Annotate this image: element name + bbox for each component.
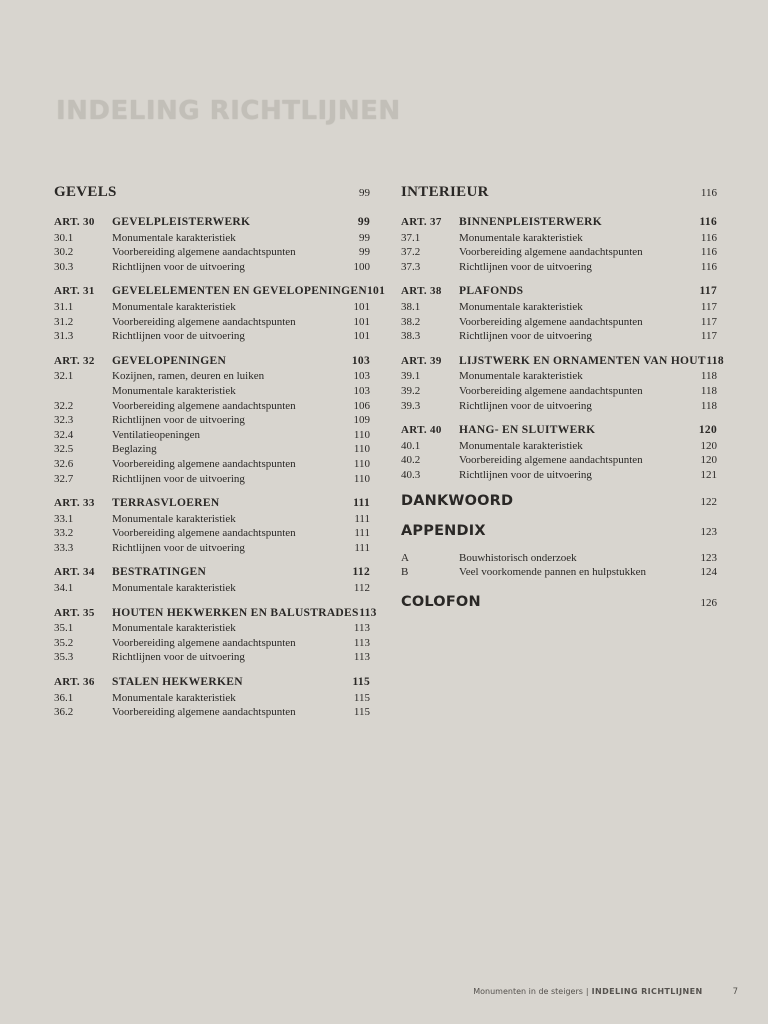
item-page: 121 [700,468,717,481]
item-page: 109 [353,414,370,427]
article-title: HOUTEN HEKWERKEN EN BALUSTRADES [112,606,359,619]
item-title: Voorbereiding algemene aandachtspunten [112,399,296,412]
article-title: TERRASVLOEREN [112,497,220,510]
heading-page: 122 [700,495,717,508]
toc-item-row [54,329,370,344]
item-page: 99 [359,246,370,259]
item-title: Richtlijnen voor de uitvoering [459,468,592,481]
toc-item-row [54,457,370,472]
toc-item-row [54,399,370,414]
toc-item-row [54,384,370,399]
footer-page-number: 7 [732,987,738,997]
toc-article-row [401,423,717,438]
toc-item-row [54,705,370,720]
item-page: 124 [700,566,717,579]
item-number: 32.7 [54,472,74,485]
toc-section [54,284,386,343]
heading-label: GEVELS [54,184,117,200]
item-title: Monumentale karakteristiek [459,231,583,244]
item-page: 101 [353,330,370,343]
toc-item-row [54,472,370,487]
item-title: Monumentale karakteristiek [459,300,583,313]
toc-item-row [54,369,370,384]
item-page: 99 [359,231,370,244]
item-number: A [401,551,409,564]
item-title: Monumentale karakteristiek [112,582,236,595]
item-title: Richtlijnen voor de uitvoering [112,260,245,273]
item-page: 116 [700,246,717,259]
toc-item-row [401,468,717,483]
item-number: 32.2 [54,399,74,412]
item-number: 36.1 [54,691,74,704]
item-number: 32.4 [54,428,74,441]
item-page: 106 [353,399,370,412]
article-page: 99 [357,216,370,228]
heading-page: 99 [359,187,370,199]
toc-item-row [54,245,370,260]
page-title: INDELING RICHTLIJNEN [56,96,401,126]
item-number: 31.1 [54,300,74,313]
article-number: ART. 30 [54,216,95,228]
item-number: 38.3 [401,330,421,343]
item-number: 37.1 [401,231,421,244]
toc-article-row [54,354,370,369]
item-page: 115 [353,706,370,719]
appendix-list [401,551,717,580]
article-title: GEVELPLEISTERWERK [112,216,251,228]
toc-heading-appendix [401,523,717,539]
toc-article-row [401,354,724,369]
toc-item-row [54,442,370,457]
article-number: ART. 40 [401,424,442,437]
item-title: Bouwhistorisch onderzoek [459,551,577,564]
toc-section [54,215,370,274]
item-page: 113 [353,622,370,635]
item-title: Voorbereiding algemene aandachtspunten [112,246,296,259]
item-page: 110 [353,472,370,485]
item-title: Voorbereiding algemene aandachtspunten [459,246,643,259]
toc-item-row [401,369,717,384]
item-number: 40.2 [401,454,421,467]
item-number: 36.2 [54,706,74,719]
item-title: Voorbereiding algemene aandachtspunten [459,384,643,397]
item-number: 38.1 [401,300,421,313]
toc-item-row [54,526,370,541]
article-page: 116 [699,216,717,228]
item-title: Ventilatieopeningen [112,428,200,441]
article-number: ART. 36 [54,676,95,689]
toc-item-row [54,636,370,651]
item-title: Voorbereiding algemene aandachtspunten [459,454,643,467]
heading-label: COLOFON [401,593,481,610]
article-page: 120 [698,424,717,437]
item-title: Richtlijnen voor de uitvoering [459,330,592,343]
item-page: 116 [700,231,717,244]
article-page: 118 [706,354,724,367]
article-title: GEVELELEMENTEN EN GEVELOPENINGEN [112,285,367,298]
heading-page: 123 [700,525,717,538]
item-number: 35.2 [54,636,74,649]
toc-item-row [401,384,717,399]
toc-section [401,354,724,413]
toc-item-row [401,260,717,275]
item-page: 101 [353,315,370,328]
item-number: 31.3 [54,330,74,343]
item-title: Richtlijnen voor de uitvoering [112,414,245,427]
toc-sections-left [54,215,386,720]
article-number: ART. 33 [54,497,95,510]
toc-item-row [54,231,370,246]
toc-item-row [54,581,370,596]
article-page: 101 [366,285,386,298]
toc-item-row [54,512,370,527]
toc-column-right [401,184,724,624]
item-page: 118 [700,399,717,412]
toc-item-row [54,541,370,556]
article-title: BESTRATINGEN [112,566,207,579]
item-title: Richtlijnen voor de uitvoering [112,330,245,343]
item-page: 101 [353,300,370,313]
article-page: 103 [351,354,370,367]
item-number: 37.3 [401,260,421,273]
item-title: Monumentale karakteristiek [112,231,236,244]
toc-item-row [401,300,717,315]
item-number: 30.1 [54,231,74,244]
article-number: ART. 38 [401,285,442,298]
item-page: 116 [700,260,717,273]
toc-item-row [401,245,717,260]
item-page: 110 [353,428,370,441]
item-title: Richtlijnen voor de uitvoering [459,260,592,273]
item-page: 103 [353,370,370,383]
item-page: 123 [700,551,717,564]
item-number: 33.1 [54,512,74,525]
toc-column-left [54,184,386,730]
toc-section [54,354,370,486]
toc-item-row [401,551,717,566]
toc-item-row [54,621,370,636]
item-number: 39.1 [401,370,421,383]
item-title: Monumentale karakteristiek [112,300,236,313]
item-number: 33.3 [54,541,74,554]
article-number: ART. 31 [54,285,95,298]
toc-item-row [54,315,370,330]
toc-item-row [401,399,717,414]
toc-sections-right [401,215,724,483]
toc-item-row [54,260,370,275]
item-number: 37.2 [401,246,421,259]
item-number: 32.3 [54,414,74,427]
item-number: 35.1 [54,622,74,635]
footer-section-title: INDELING RICHTLIJNEN [591,987,703,996]
item-page: 117 [700,330,717,343]
toc-section [54,496,370,555]
heading-label: INTERIEUR [401,184,489,200]
item-title: Voorbereiding algemene aandachtspunten [459,315,643,328]
article-title: STALEN HEKWERKEN [112,676,243,689]
toc-item-row [401,565,717,580]
toc-item-row [54,428,370,443]
toc-item-row [401,231,717,246]
toc-article-row [401,284,717,299]
toc-item-row [401,453,717,468]
item-page: 117 [700,315,717,328]
item-number: 33.2 [54,527,74,540]
item-title: Voorbereiding algemene aandachtspunten [112,706,296,719]
item-number: 32.6 [54,457,74,470]
item-page: 112 [353,582,370,595]
item-page: 120 [700,439,717,452]
item-page: 100 [353,260,370,273]
toc-heading-interieur [401,184,717,201]
toc-heading-colofon [401,594,717,610]
item-page: 115 [353,691,370,704]
article-title: LIJSTWERK EN ORNAMENTEN VAN HOUT [459,354,706,367]
toc-item-row [401,439,717,454]
article-title: BINNENPLEISTERWERK [459,216,603,228]
toc-item-row [54,691,370,706]
item-title: Monumentale karakteristiek [112,691,236,704]
item-number: 34.1 [54,582,74,595]
item-title: Voorbereiding algemene aandachtspunten [112,457,296,470]
article-title: GEVELOPENINGEN [112,354,227,367]
heading-page: 126 [700,596,717,609]
item-title: Monumentale karakteristiek [112,384,236,397]
item-title: Monumentale karakteristiek [459,439,583,452]
article-page: 115 [352,676,370,689]
toc-heading-gevels [54,184,370,201]
article-number: ART. 35 [54,606,95,619]
item-page: 118 [700,384,717,397]
footer-book-title: Monumenten in de steigers [473,987,583,996]
item-title: Kozijnen, ramen, deuren en luiken [112,370,265,383]
toc-section [401,284,717,343]
toc-item-row [54,413,370,428]
article-page: 117 [699,285,717,298]
toc-section [401,423,717,482]
heading-label: APPENDIX [401,522,486,539]
toc-heading-dankwoord [401,493,717,509]
toc-article-row [54,606,377,621]
item-page: 113 [353,651,370,664]
item-number: 40.1 [401,439,421,452]
article-page: 111 [353,497,370,510]
item-page: 111 [354,541,370,554]
footer-separator: | [585,987,589,996]
article-number: ART. 37 [401,216,442,228]
toc-article-row [54,496,370,511]
item-page: 110 [353,443,370,456]
article-page: 113 [359,606,377,619]
toc-item-row [401,315,717,330]
item-page: 111 [354,512,370,525]
toc-item-row [54,650,370,665]
article-number: ART. 39 [401,354,442,367]
item-number: 40.3 [401,468,421,481]
item-number: 35.3 [54,651,74,664]
item-page: 118 [700,370,717,383]
item-page: 103 [353,384,370,397]
item-number: 30.2 [54,246,74,259]
item-title: Voorbereiding algemene aandachtspunten [112,315,296,328]
toc-section [54,606,377,665]
toc-article-row [54,284,386,299]
article-title: PLAFONDS [459,285,524,298]
item-title: Monumentale karakteristiek [459,370,583,383]
item-title: Voorbereiding algemene aandachtspunten [112,527,296,540]
item-number: 32.1 [54,370,74,383]
toc-item-row [54,300,370,315]
toc-section [54,675,370,720]
item-number: 32.5 [54,443,74,456]
toc-section [54,565,370,595]
article-page: 112 [352,566,370,579]
article-number: ART. 34 [54,566,95,579]
article-title: HANG- EN SLUITWERK [459,424,596,437]
item-number: 39.2 [401,384,421,397]
toc-item-row [401,329,717,344]
item-page: 117 [700,300,717,313]
item-number: 30.3 [54,260,74,273]
heading-label: DANKWOORD [401,492,514,509]
item-number: B [401,566,409,579]
page-footer [0,987,738,997]
item-title: Monumentale karakteristiek [112,512,236,525]
item-page: 120 [700,454,717,467]
toc-article-row [54,675,370,690]
item-title: Voorbereiding algemene aandachtspunten [112,636,296,649]
toc-section [401,215,717,274]
item-title: Richtlijnen voor de uitvoering [112,651,245,664]
item-title: Richtlijnen voor de uitvoering [112,541,245,554]
item-number: 31.2 [54,315,74,328]
item-title: Richtlijnen voor de uitvoering [112,472,245,485]
toc-article-row [401,215,717,230]
item-page: 113 [353,636,370,649]
article-number: ART. 32 [54,354,95,367]
item-title: Beglazing [112,443,157,456]
toc-article-row [54,565,370,580]
item-title: Veel voorkomende pannen en hulpstukken [459,566,646,579]
heading-page: 116 [700,187,717,199]
item-page: 111 [354,527,370,540]
item-page: 110 [353,457,370,470]
item-title: Richtlijnen voor de uitvoering [459,399,592,412]
item-number: 39.3 [401,399,421,412]
item-number: 38.2 [401,315,421,328]
toc-article-row [54,215,370,230]
item-title: Monumentale karakteristiek [112,622,236,635]
